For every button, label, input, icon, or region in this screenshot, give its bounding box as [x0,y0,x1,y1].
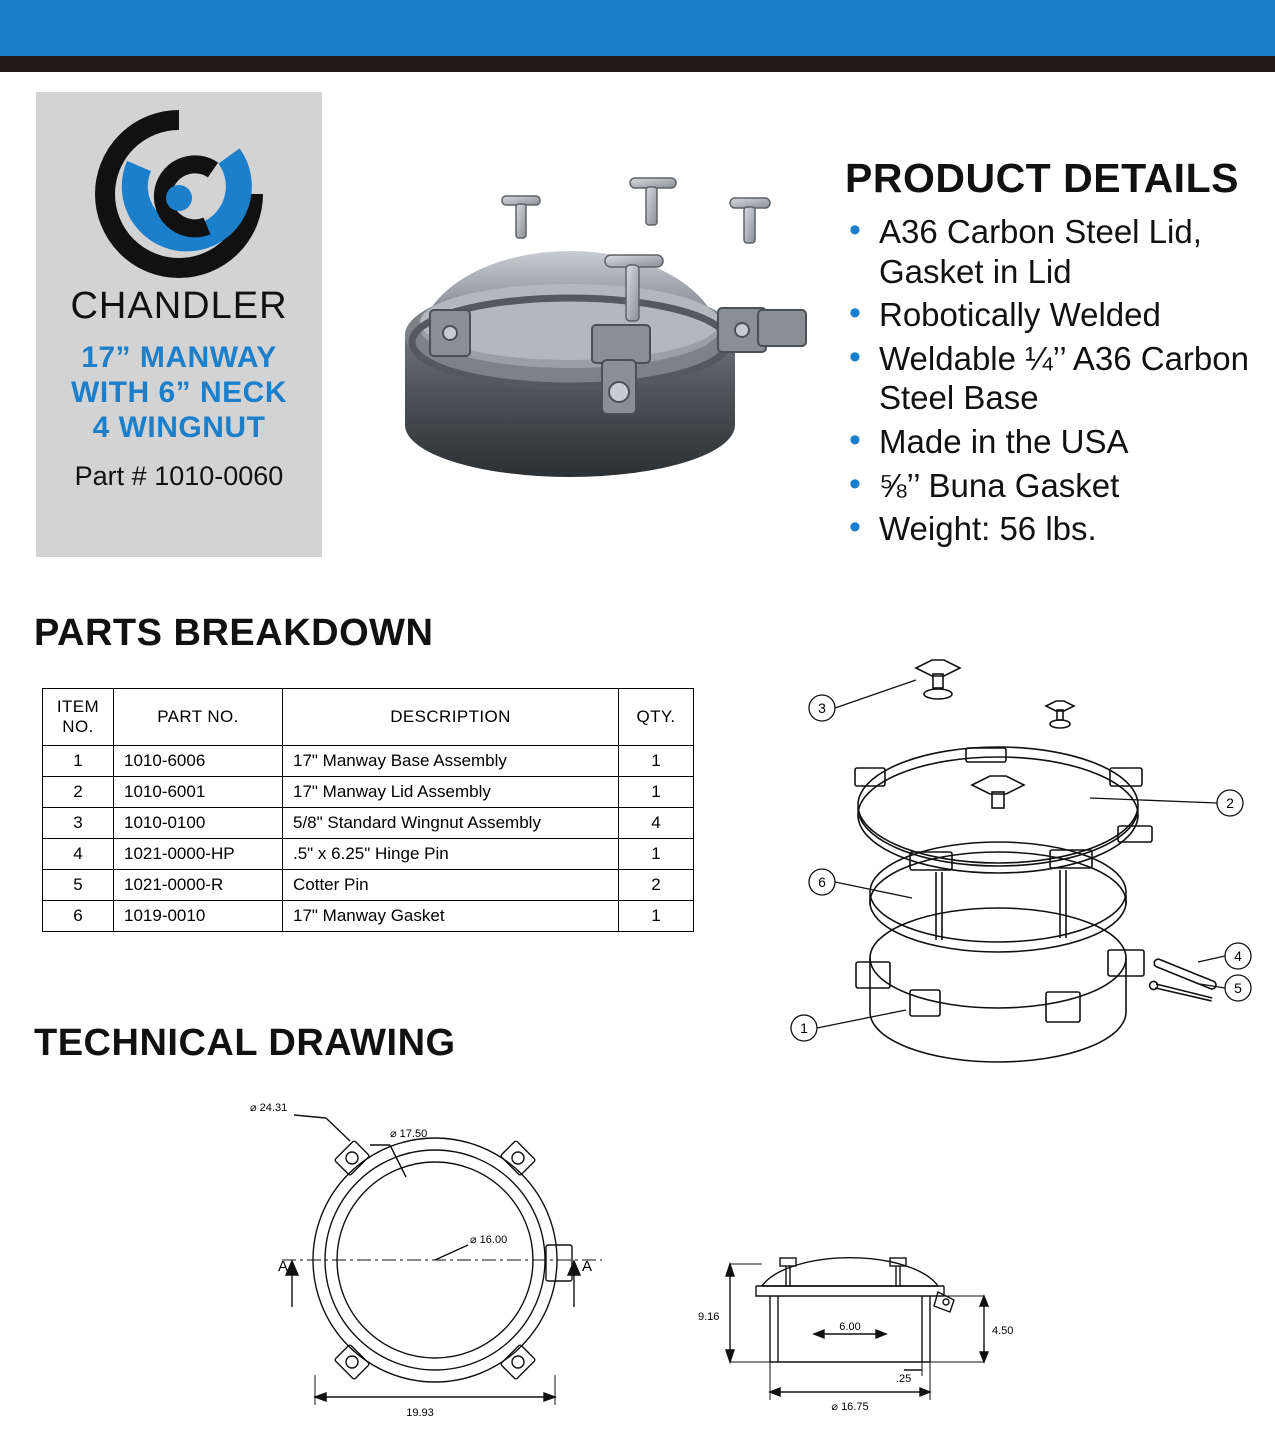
callout-2: 2 [1226,795,1234,811]
cell-description: Cotter Pin [283,870,619,901]
section-label-right: A [582,1258,593,1275]
callout-1: 1 [800,1020,808,1036]
brand-product-line-2: WITH 6” NECK [71,376,287,410]
cell-item: 4 [43,839,114,870]
table-header-row [43,689,694,746]
cell-part: 1010-0100 [114,808,283,839]
cell-item: 3 [43,808,114,839]
callout-3: 3 [818,700,826,716]
technical-drawing-front-view [230,1075,650,1420]
product-photo [330,160,830,490]
table-row [43,746,694,777]
technical-drawing-side-view [690,1230,1020,1415]
brand-block [36,92,322,557]
column-header-item [43,689,114,746]
dim-outer-diameter: ⌀ 24.31 [250,1102,288,1114]
section-label-left: A [278,1258,289,1275]
brand-product-line [36,340,322,445]
product-details [845,155,1260,553]
callout-4: 4 [1234,948,1242,964]
table-row [43,839,694,870]
cell-description: 5/8" Standard Wingnut Assembly [283,808,619,839]
cell-part: 1021-0000-HP [114,839,283,870]
cell-item: 6 [43,901,114,932]
top-dark-bar [0,56,1275,72]
cell-part: 1010-6006 [114,746,283,777]
dim-inner-diameter: ⌀ 16.00 [470,1234,508,1246]
cell-description: .5" x 6.25" Hinge Pin [283,839,619,870]
top-blue-bar [0,0,1275,56]
list-item: • Weldable ¼’’ A36 Carbon Steel Base [845,339,1260,418]
cell-description: 17" Manway Base Assembly [283,746,619,777]
column-header-part: PART NO. [114,689,283,746]
dim-neck-height: 6.00 [839,1321,861,1333]
chandler-c-logo-icon [79,106,279,281]
cell-qty: 4 [619,808,694,839]
list-item: • A36 Carbon Steel Lid, Gasket in Lid [845,212,1260,291]
list-item: • ⅝’’ Buna Gasket [845,466,1260,506]
dim-bolt-circle: ⌀ 17.50 [390,1128,428,1140]
cell-item: 5 [43,870,114,901]
column-header-item-line1: ITEM [56,697,100,716]
cell-description: 17" Manway Gasket [283,901,619,932]
callout-5: 5 [1234,980,1242,996]
cell-description: 17" Manway Lid Assembly [283,777,619,808]
list-item: • Made in the USA [845,422,1260,462]
cell-part: 1021-0000-R [114,870,283,901]
cell-qty: 1 [619,777,694,808]
table-row [43,808,694,839]
callout-6: 6 [818,874,826,890]
brand-name: CHANDLER [70,285,288,327]
dim-right-height: 4.50 [992,1325,1014,1337]
table-row [43,777,694,808]
cell-qty: 1 [619,839,694,870]
dim-base-diameter: ⌀ 16.75 [831,1401,869,1413]
parts-breakdown-table [42,688,694,932]
product-details-list [845,212,1260,549]
list-item: • Robotically Welded [845,295,1260,335]
brand-product-line-3: 4 WINGNUT [92,411,266,445]
brand-part-number: Part # 1010-0060 [74,461,284,492]
table-row [43,870,694,901]
dim-overall-height: 9.16 [698,1311,720,1323]
cell-qty: 1 [619,746,694,777]
cell-qty: 2 [619,870,694,901]
column-header-description: DESCRIPTION [283,689,619,746]
cell-part: 1019-0010 [114,901,283,932]
column-header-qty: QTY. [619,689,694,746]
cell-part: 1010-6001 [114,777,283,808]
table-row [43,901,694,932]
exploded-assembly-diagram [760,640,1260,1070]
brand-product-line-1: 17” MANWAY [81,341,277,374]
dim-wall-thickness: .25 [896,1373,912,1385]
product-details-heading: PRODUCT DETAILS [845,155,1239,201]
cell-item: 2 [43,777,114,808]
dim-overall-width: 19.93 [406,1407,434,1419]
column-header-item-line2: NO. [62,717,94,736]
technical-drawing-heading: TECHNICAL DRAWING [34,1022,456,1064]
cell-qty: 1 [619,901,694,932]
list-item: • Weight: 56 lbs. [845,509,1260,549]
parts-breakdown-heading: PARTS BREAKDOWN [34,612,434,654]
cell-item: 1 [43,746,114,777]
